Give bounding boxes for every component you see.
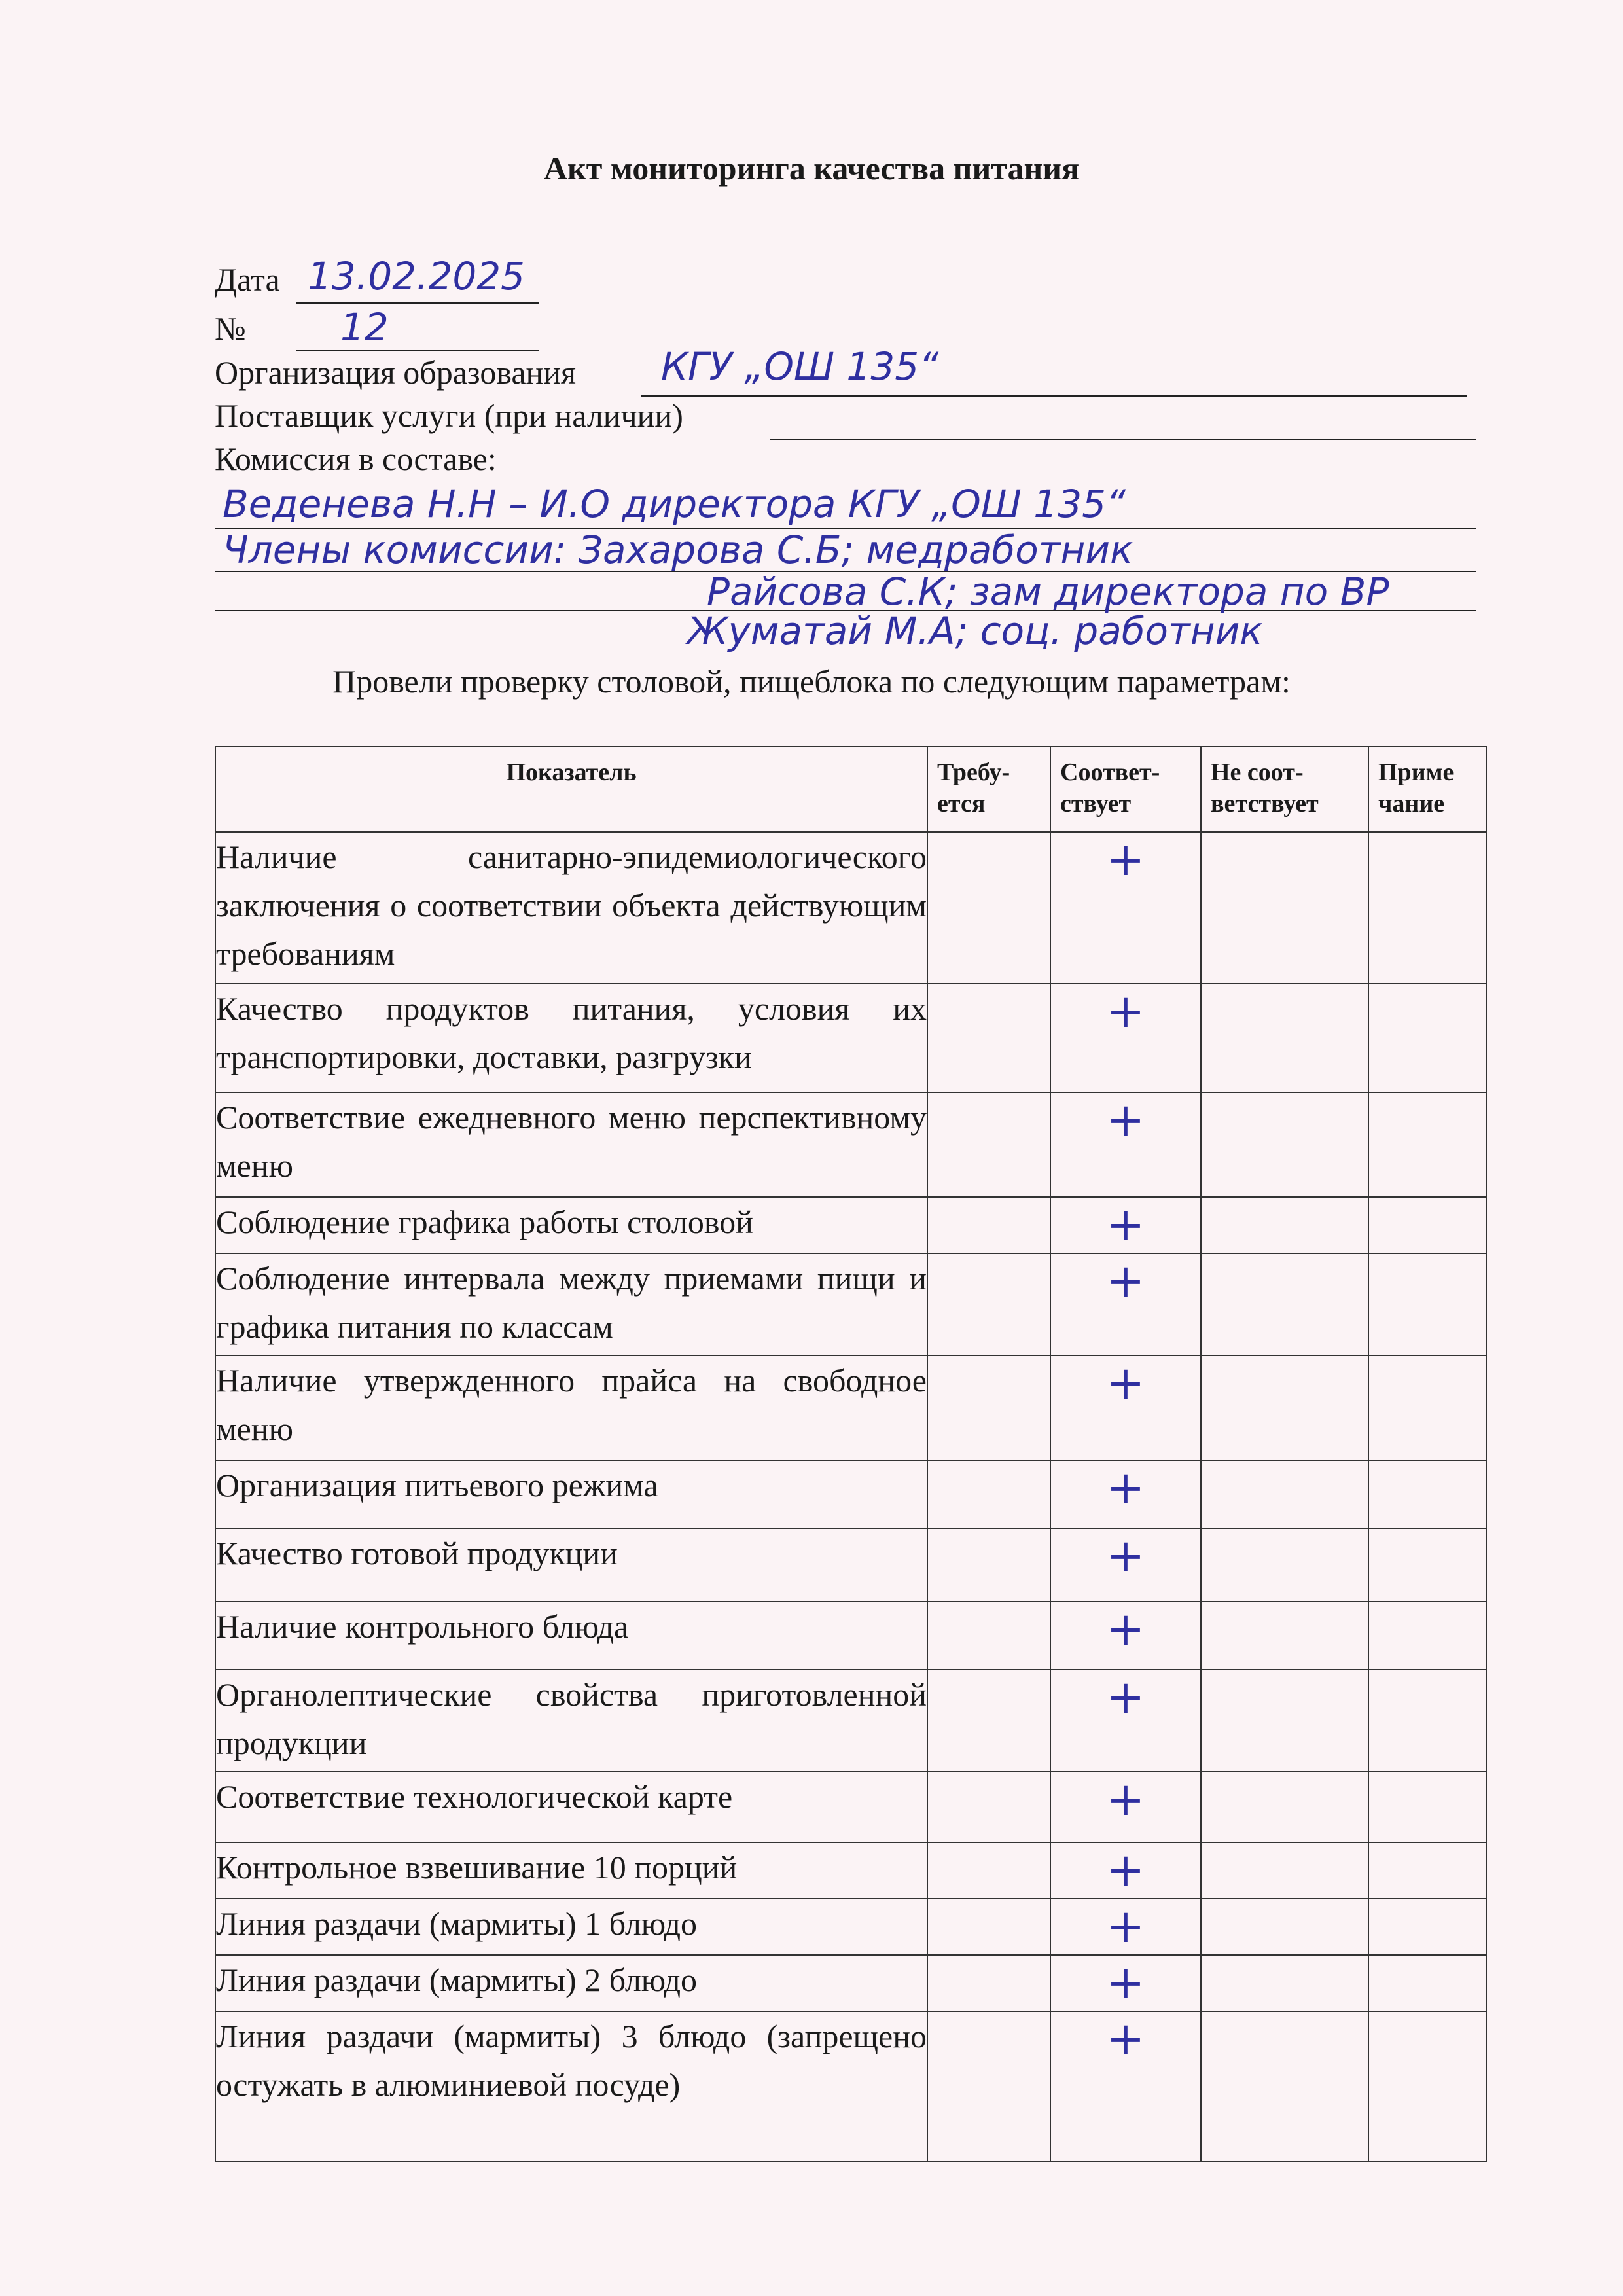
table-row	[215, 1355, 1486, 1460]
complies-cell: +	[1050, 984, 1201, 1092]
number-label: №	[215, 310, 246, 347]
table-row	[215, 1460, 1486, 1528]
note-cell	[1368, 1092, 1486, 1197]
indicator-cell: Соответствие ежедневного меню перспективному меню	[215, 1092, 927, 1197]
required-cell	[927, 1772, 1050, 1842]
note-cell	[1368, 2011, 1486, 2162]
indicator-cell: Соблюдение графика работы столовой	[215, 1197, 927, 1253]
not-complies-cell	[1201, 1899, 1368, 1955]
not-complies-cell	[1201, 2011, 1368, 2162]
table-row	[215, 1197, 1486, 1253]
indicator-cell: Организация питьевого режима	[215, 1460, 927, 1528]
indicator-cell: Органолептические свойства приготовленной продукции	[215, 1670, 927, 1772]
not-complies-cell	[1201, 1670, 1368, 1772]
complies-cell: +	[1050, 1528, 1201, 1602]
required-cell	[927, 1955, 1050, 2011]
not-complies-cell	[1201, 1253, 1368, 1355]
header-note: Приме чание	[1368, 747, 1486, 832]
required-cell	[927, 984, 1050, 1092]
required-cell	[927, 1528, 1050, 1602]
commission-line-4: Жуматай М.А; соц. работник	[687, 609, 1263, 653]
indicator-cell: Качество готовой продукции	[215, 1528, 927, 1602]
complies-cell: +	[1050, 1355, 1201, 1460]
required-cell	[927, 1092, 1050, 1197]
required-cell	[927, 1197, 1050, 1253]
table-row	[215, 984, 1486, 1092]
org-underline	[641, 395, 1467, 397]
note-cell	[1368, 1253, 1486, 1355]
header-complies: Соответ-ствует	[1050, 747, 1201, 832]
date-value: 13.02.2025	[308, 254, 526, 298]
intro-text: Провели проверку столовой, пищеблока по следующим параметрам:	[332, 663, 1291, 700]
not-complies-cell	[1201, 1602, 1368, 1670]
indicator-cell: Соблюдение интервала между приемами пищи и графика питания по классам	[215, 1253, 927, 1355]
note-cell	[1368, 1355, 1486, 1460]
table-row	[215, 832, 1486, 984]
org-label: Организация образования	[215, 354, 577, 391]
table-row	[215, 1899, 1486, 1955]
note-cell	[1368, 1460, 1486, 1528]
table-row	[215, 1092, 1486, 1197]
complies-cell: +	[1050, 1460, 1201, 1528]
table-header-row	[215, 747, 1486, 832]
monitoring-table	[215, 746, 1487, 2162]
note-cell	[1368, 1899, 1486, 1955]
indicator-cell: Контрольное взвешивание 10 порций	[215, 1842, 927, 1899]
date-label: Дата	[215, 261, 280, 298]
not-complies-cell	[1201, 1772, 1368, 1842]
complies-cell: +	[1050, 1670, 1201, 1772]
commission-label: Комиссия в составе:	[215, 440, 497, 477]
table-row	[215, 1253, 1486, 1355]
required-cell	[927, 2011, 1050, 2162]
note-cell	[1368, 1772, 1486, 1842]
table-row	[215, 1602, 1486, 1670]
indicator-cell: Соответствие технологической карте	[215, 1772, 927, 1842]
not-complies-cell	[1201, 1355, 1368, 1460]
number-underline	[296, 350, 539, 351]
complies-cell: +	[1050, 1253, 1201, 1355]
required-cell	[927, 1253, 1050, 1355]
supplier-underline	[770, 439, 1476, 440]
required-cell	[927, 1602, 1050, 1670]
header-not-complies: Не соот-ветствует	[1201, 747, 1368, 832]
indicator-cell: Наличие санитарно-эпидемиологического заключения о соответствии объекта действующим требованиям	[215, 832, 927, 984]
table-row	[215, 1528, 1486, 1602]
indicator-cell: Наличие контрольного блюда	[215, 1602, 927, 1670]
note-cell	[1368, 832, 1486, 984]
commission-line-2: Члены комиссии: Захарова С.Б; медработник	[223, 528, 1133, 572]
table-row	[215, 2011, 1486, 2162]
header-required: Требу-ется	[927, 747, 1050, 832]
commission-line-1: Веденева Н.Н – И.О директора КГУ „ОШ 135“	[223, 482, 1126, 526]
note-cell	[1368, 984, 1486, 1092]
org-value: КГУ „ОШ 135“	[661, 344, 939, 389]
not-complies-cell	[1201, 1460, 1368, 1528]
complies-cell: +	[1050, 1955, 1201, 2011]
indicator-cell: Качество продуктов питания, условия их транспортировки, доставки, разгрузки	[215, 984, 927, 1092]
commission-line-3: Райсова С.К; зам директора по ВР	[707, 569, 1389, 614]
required-cell	[927, 1670, 1050, 1772]
note-cell	[1368, 1955, 1486, 2011]
indicator-cell: Линия раздачи (мармиты) 3 блюдо (запрещено остужать в алюминиевой посуде)	[215, 2011, 927, 2162]
not-complies-cell	[1201, 984, 1368, 1092]
not-complies-cell	[1201, 1842, 1368, 1899]
not-complies-cell	[1201, 1528, 1368, 1602]
indicator-cell: Наличие утвержденного прайса на свободное меню	[215, 1355, 927, 1460]
not-complies-cell	[1201, 1197, 1368, 1253]
note-cell	[1368, 1842, 1486, 1899]
header-indicator: Показатель	[215, 747, 927, 832]
not-complies-cell	[1201, 1955, 1368, 2011]
complies-cell: +	[1050, 1092, 1201, 1197]
complies-cell: +	[1050, 832, 1201, 984]
supplier-label: Поставщик услуги (при наличии)	[215, 397, 683, 434]
document-title: Акт мониторинга качества питания	[543, 150, 1080, 187]
note-cell	[1368, 1528, 1486, 1602]
required-cell	[927, 1355, 1050, 1460]
required-cell	[927, 1842, 1050, 1899]
complies-cell: +	[1050, 1899, 1201, 1955]
number-value: 12	[340, 305, 389, 350]
complies-cell: +	[1050, 1197, 1201, 1253]
note-cell	[1368, 1602, 1486, 1670]
note-cell	[1368, 1670, 1486, 1772]
indicator-cell: Линия раздачи (мармиты) 2 блюдо	[215, 1955, 927, 2011]
not-complies-cell	[1201, 832, 1368, 984]
required-cell	[927, 1899, 1050, 1955]
complies-cell: +	[1050, 2011, 1201, 2162]
note-cell	[1368, 1197, 1486, 1253]
indicator-cell: Линия раздачи (мармиты) 1 блюдо	[215, 1899, 927, 1955]
required-cell	[927, 1460, 1050, 1528]
complies-cell: +	[1050, 1842, 1201, 1899]
date-underline	[296, 302, 539, 304]
table-row	[215, 1670, 1486, 1772]
table-row	[215, 1772, 1486, 1842]
required-cell	[927, 832, 1050, 984]
complies-cell: +	[1050, 1772, 1201, 1842]
not-complies-cell	[1201, 1092, 1368, 1197]
complies-cell: +	[1050, 1602, 1201, 1670]
table-row	[215, 1955, 1486, 2011]
table-row	[215, 1842, 1486, 1899]
